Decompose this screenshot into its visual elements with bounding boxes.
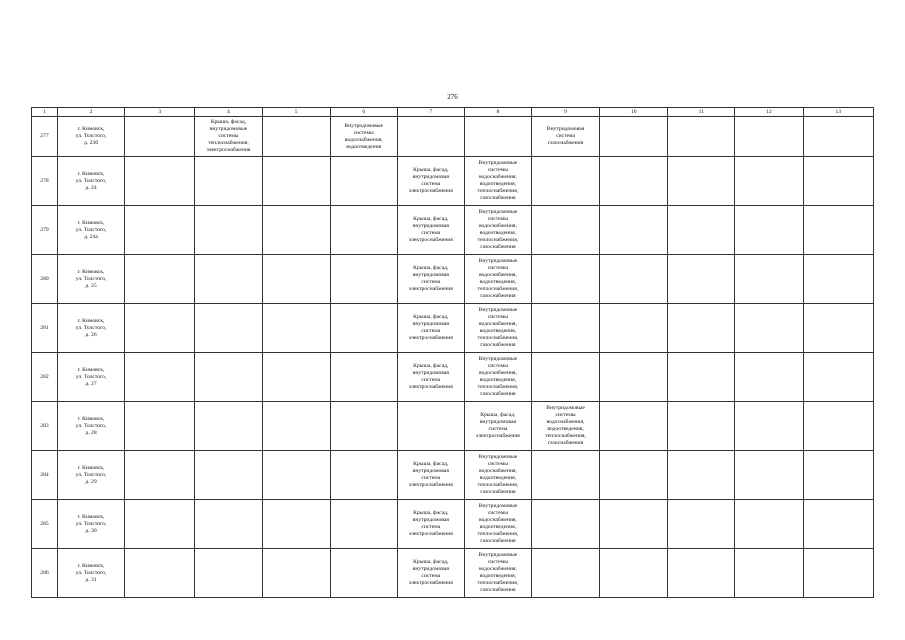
cell-text: Крыша, фасад, внутридомовая система электроснабжения: [408, 461, 453, 488]
cell-text: Крыша, фасад, внутридомовые системы теплоснабжения, электроснабжения: [206, 119, 251, 153]
table-cell: [600, 206, 668, 255]
row-number-cell: [32, 402, 58, 451]
table-cell: [735, 206, 803, 255]
column-header: 1: [32, 108, 58, 117]
cell-text: Внутридомовые системы водоснабжения, водоотведения, теплоснабжения, газоснабжения: [477, 258, 519, 299]
cell-text: г. Кимовск, ул. Толстого, д. 25: [75, 268, 107, 289]
table-cell: [600, 255, 668, 304]
row-number-cell: [32, 304, 58, 353]
table-cell: [735, 117, 803, 157]
table-cell: [668, 206, 735, 255]
table-cell: [195, 549, 262, 598]
table-cell: [668, 549, 735, 598]
cell-text: г. Кимовск, ул. Толстого, д. 31: [75, 562, 107, 583]
table-cell: [600, 402, 668, 451]
cell-text: Крыша, фасад, внутридомовая система электроснабжения: [408, 510, 453, 537]
table-cell: [262, 206, 330, 255]
table-cell: [668, 117, 735, 157]
table-cell: [600, 304, 668, 353]
cell-text: Внутридомовые системы водоснабжения, водоотведения, теплоснабжения, газоснабжения: [477, 307, 519, 348]
table-cell: [195, 255, 262, 304]
table-cell: [125, 117, 195, 157]
table-cell: [262, 402, 330, 451]
row-number-cell: [32, 157, 58, 206]
table-cell: [464, 451, 531, 500]
table-cell: [195, 117, 262, 157]
table-cell: [464, 157, 531, 206]
table-cell: [195, 500, 262, 549]
row-number-cell: [32, 255, 58, 304]
table-cell: [262, 255, 330, 304]
table-body: [32, 117, 874, 598]
column-header: 4: [195, 108, 262, 117]
table-cell: [668, 402, 735, 451]
table-cell: [735, 402, 803, 451]
cell-text: Внутридомовая система газоснабжения: [546, 126, 585, 146]
table-cell: [803, 304, 873, 353]
table-cell: [803, 206, 873, 255]
table-cell: [330, 157, 397, 206]
column-header: 8: [464, 108, 531, 117]
table-cell: [668, 157, 735, 206]
table-cell: [464, 353, 531, 402]
cell-text: г. Кимовск, ул. Толстого, д. 23б: [75, 126, 107, 146]
address-cell: [57, 117, 124, 157]
cell-text: Крыша, фасад, внутридомовая система электроснабжения: [408, 363, 453, 390]
table-cell: [330, 451, 397, 500]
table-cell: [531, 117, 599, 157]
table-cell: [262, 353, 330, 402]
table-cell: [464, 255, 531, 304]
table-cell: [668, 304, 735, 353]
column-header: 5: [262, 108, 330, 117]
table-row: [32, 549, 874, 598]
row-number-cell: [32, 353, 58, 402]
table-cell: [330, 549, 397, 598]
table-cell: [262, 549, 330, 598]
table-cell: [397, 549, 464, 598]
cell-text: Внутридомовые системы водоснабжения, водоотведения, теплоснабжения, газоснабжения: [477, 503, 519, 544]
address-cell: [57, 255, 124, 304]
table-row: [32, 451, 874, 500]
cell-text: Крыша, фасад, внутридомовая система электроснабжения: [408, 265, 453, 292]
table-cell: [531, 304, 599, 353]
table-cell: [125, 353, 195, 402]
column-header: 3: [125, 108, 195, 117]
cell-text: Внутридомовые системы водоснабжения, водоотведения, теплоснабжения, газоснабжения: [477, 356, 519, 397]
cell-text: Внутридомовые системы водоснабжения, водоотведения, теплоснабжения, газоснабжения: [477, 160, 519, 201]
table-cell: [803, 451, 873, 500]
column-header: 10: [600, 108, 668, 117]
table-cell: [803, 549, 873, 598]
table-cell: [397, 451, 464, 500]
table-cell: [262, 117, 330, 157]
table-cell: [600, 451, 668, 500]
cell-text: 285: [40, 520, 49, 527]
table-cell: [397, 353, 464, 402]
cell-text: Крыша, фасад, внутридомовая система электроснабжения: [475, 412, 520, 439]
table-cell: [195, 157, 262, 206]
cell-text: Крыша, фасад, внутридомовая система электроснабжения: [408, 167, 453, 194]
table-cell: [330, 117, 397, 157]
row-number-cell: [32, 451, 58, 500]
row-number-cell: [32, 549, 58, 598]
cell-text: 283: [40, 422, 49, 429]
table-cell: [464, 117, 531, 157]
table-cell: [125, 500, 195, 549]
table-cell: [397, 117, 464, 157]
cell-text: г. Кимовск, ул. Толстого, д. 26: [75, 317, 107, 338]
column-header: 7: [397, 108, 464, 117]
table-cell: [464, 304, 531, 353]
table-cell: [600, 157, 668, 206]
table-cell: [735, 549, 803, 598]
table-cell: [464, 549, 531, 598]
column-header: 12: [735, 108, 803, 117]
address-cell: [57, 353, 124, 402]
page-number: 276: [447, 93, 458, 101]
cell-text: Внутридомовые системы водоснабжения, водоотведения, теплоснабжения, газоснабжения: [477, 552, 519, 593]
table-row: [32, 353, 874, 402]
column-header: 6: [330, 108, 397, 117]
table-cell: [397, 206, 464, 255]
cell-text: 280: [40, 275, 49, 282]
table-cell: [125, 206, 195, 255]
table-cell: [668, 500, 735, 549]
table-cell: [125, 304, 195, 353]
table-cell: [330, 255, 397, 304]
cell-text: 282: [40, 373, 49, 380]
table-cell: [668, 255, 735, 304]
table-cell: [803, 353, 873, 402]
table-cell: [531, 206, 599, 255]
table-row: [32, 117, 874, 157]
cell-text: г. Кимовск, ул. Толстого, д. 28: [75, 415, 107, 436]
column-header: 2: [57, 108, 124, 117]
table-cell: [600, 353, 668, 402]
cell-text: 279: [40, 226, 49, 233]
cell-text: Крыша, фасад, внутридомовая система электроснабжения: [408, 314, 453, 341]
table-cell: [531, 157, 599, 206]
table-cell: [600, 117, 668, 157]
table-cell: [668, 451, 735, 500]
cell-text: 284: [40, 471, 49, 478]
table-cell: [735, 451, 803, 500]
table-cell: [397, 304, 464, 353]
table-cell: [262, 451, 330, 500]
table-cell: [397, 402, 464, 451]
table-row: [32, 402, 874, 451]
table-cell: [531, 255, 599, 304]
table-cell: [125, 549, 195, 598]
table-cell: [735, 255, 803, 304]
table-cell: [600, 500, 668, 549]
table-cell: [464, 402, 531, 451]
table-cell: [803, 255, 873, 304]
cell-text: 286: [40, 569, 49, 576]
table-cell: [531, 402, 599, 451]
table-cell: [195, 353, 262, 402]
table-cell: [195, 206, 262, 255]
table-cell: [735, 353, 803, 402]
column-header: 13: [803, 108, 873, 117]
table-cell: [125, 451, 195, 500]
table-cell: [803, 117, 873, 157]
cell-text: 281: [40, 324, 49, 331]
table-cell: [668, 353, 735, 402]
table-cell: [262, 304, 330, 353]
table-cell: [531, 500, 599, 549]
cell-text: Внутридомовые системы водоснабжения, водоотведения, теплоснабжения, газоснабжения: [545, 405, 586, 446]
table-cell: [397, 157, 464, 206]
table-cell: [803, 500, 873, 549]
column-header: 9: [531, 108, 599, 117]
table-cell: [125, 402, 195, 451]
cell-text: г. Кимовск, ул. Толстого, д. 27: [75, 366, 107, 387]
table-cell: [464, 500, 531, 549]
table-cell: [262, 500, 330, 549]
row-number-cell: [32, 206, 58, 255]
address-cell: [57, 500, 124, 549]
table-cell: [330, 304, 397, 353]
address-cell: [57, 549, 124, 598]
table-row: [32, 157, 874, 206]
table-cell: [125, 255, 195, 304]
cell-text: Крыша, фасад, внутридомовая система электроснабжения: [408, 216, 453, 243]
table-cell: [330, 206, 397, 255]
table-cell: [397, 255, 464, 304]
column-header: 11: [668, 108, 735, 117]
cell-text: 277: [40, 133, 49, 139]
row-number-cell: [32, 117, 58, 157]
table-row: [32, 304, 874, 353]
table-cell: [600, 549, 668, 598]
cell-text: 278: [40, 177, 49, 184]
address-cell: [57, 402, 124, 451]
table-cell: [735, 157, 803, 206]
table-cell: [397, 500, 464, 549]
works-table: [31, 107, 874, 598]
table-cell: [330, 500, 397, 549]
table-cell: [735, 304, 803, 353]
table-row: [32, 500, 874, 549]
header-row: [32, 108, 874, 117]
cell-text: Внутридомовые системы водоснабжения, водоотведения: [344, 122, 384, 150]
address-cell: [57, 304, 124, 353]
table-cell: [195, 304, 262, 353]
cell-text: г. Кимовск, ул. Толстого, д. 24: [75, 170, 107, 191]
cell-text: г. Кимовск, ул. Толстого, д. 29: [75, 464, 107, 485]
table-cell: [330, 353, 397, 402]
table-cell: [531, 451, 599, 500]
table-cell: [803, 402, 873, 451]
table-row: [32, 255, 874, 304]
table-cell: [531, 353, 599, 402]
cell-text: Крыша, фасад, внутридомовая система электроснабжения: [408, 559, 453, 586]
table-cell: [531, 549, 599, 598]
table-cell: [735, 500, 803, 549]
address-cell: [57, 206, 124, 255]
table-cell: [195, 451, 262, 500]
table-cell: [464, 206, 531, 255]
row-number-cell: [32, 500, 58, 549]
table-cell: [262, 157, 330, 206]
cell-text: г. Кимовск, ул. Толстого, д. 30: [75, 513, 107, 534]
table-cell: [125, 157, 195, 206]
table-cell: [195, 402, 262, 451]
table-row: [32, 206, 874, 255]
table-cell: [330, 402, 397, 451]
cell-text: Внутридомовые системы водоснабжения, водоотведения, теплоснабжения, газоснабжения: [477, 454, 519, 495]
address-cell: [57, 451, 124, 500]
cell-text: Внутридомовые системы водоснабжения, водоотведения, теплоснабжения, газоснабжения: [477, 209, 519, 250]
address-cell: [57, 157, 124, 206]
table-cell: [803, 157, 873, 206]
cell-text: г. Кимовск, ул. Толстого, д. 24а: [75, 219, 107, 240]
